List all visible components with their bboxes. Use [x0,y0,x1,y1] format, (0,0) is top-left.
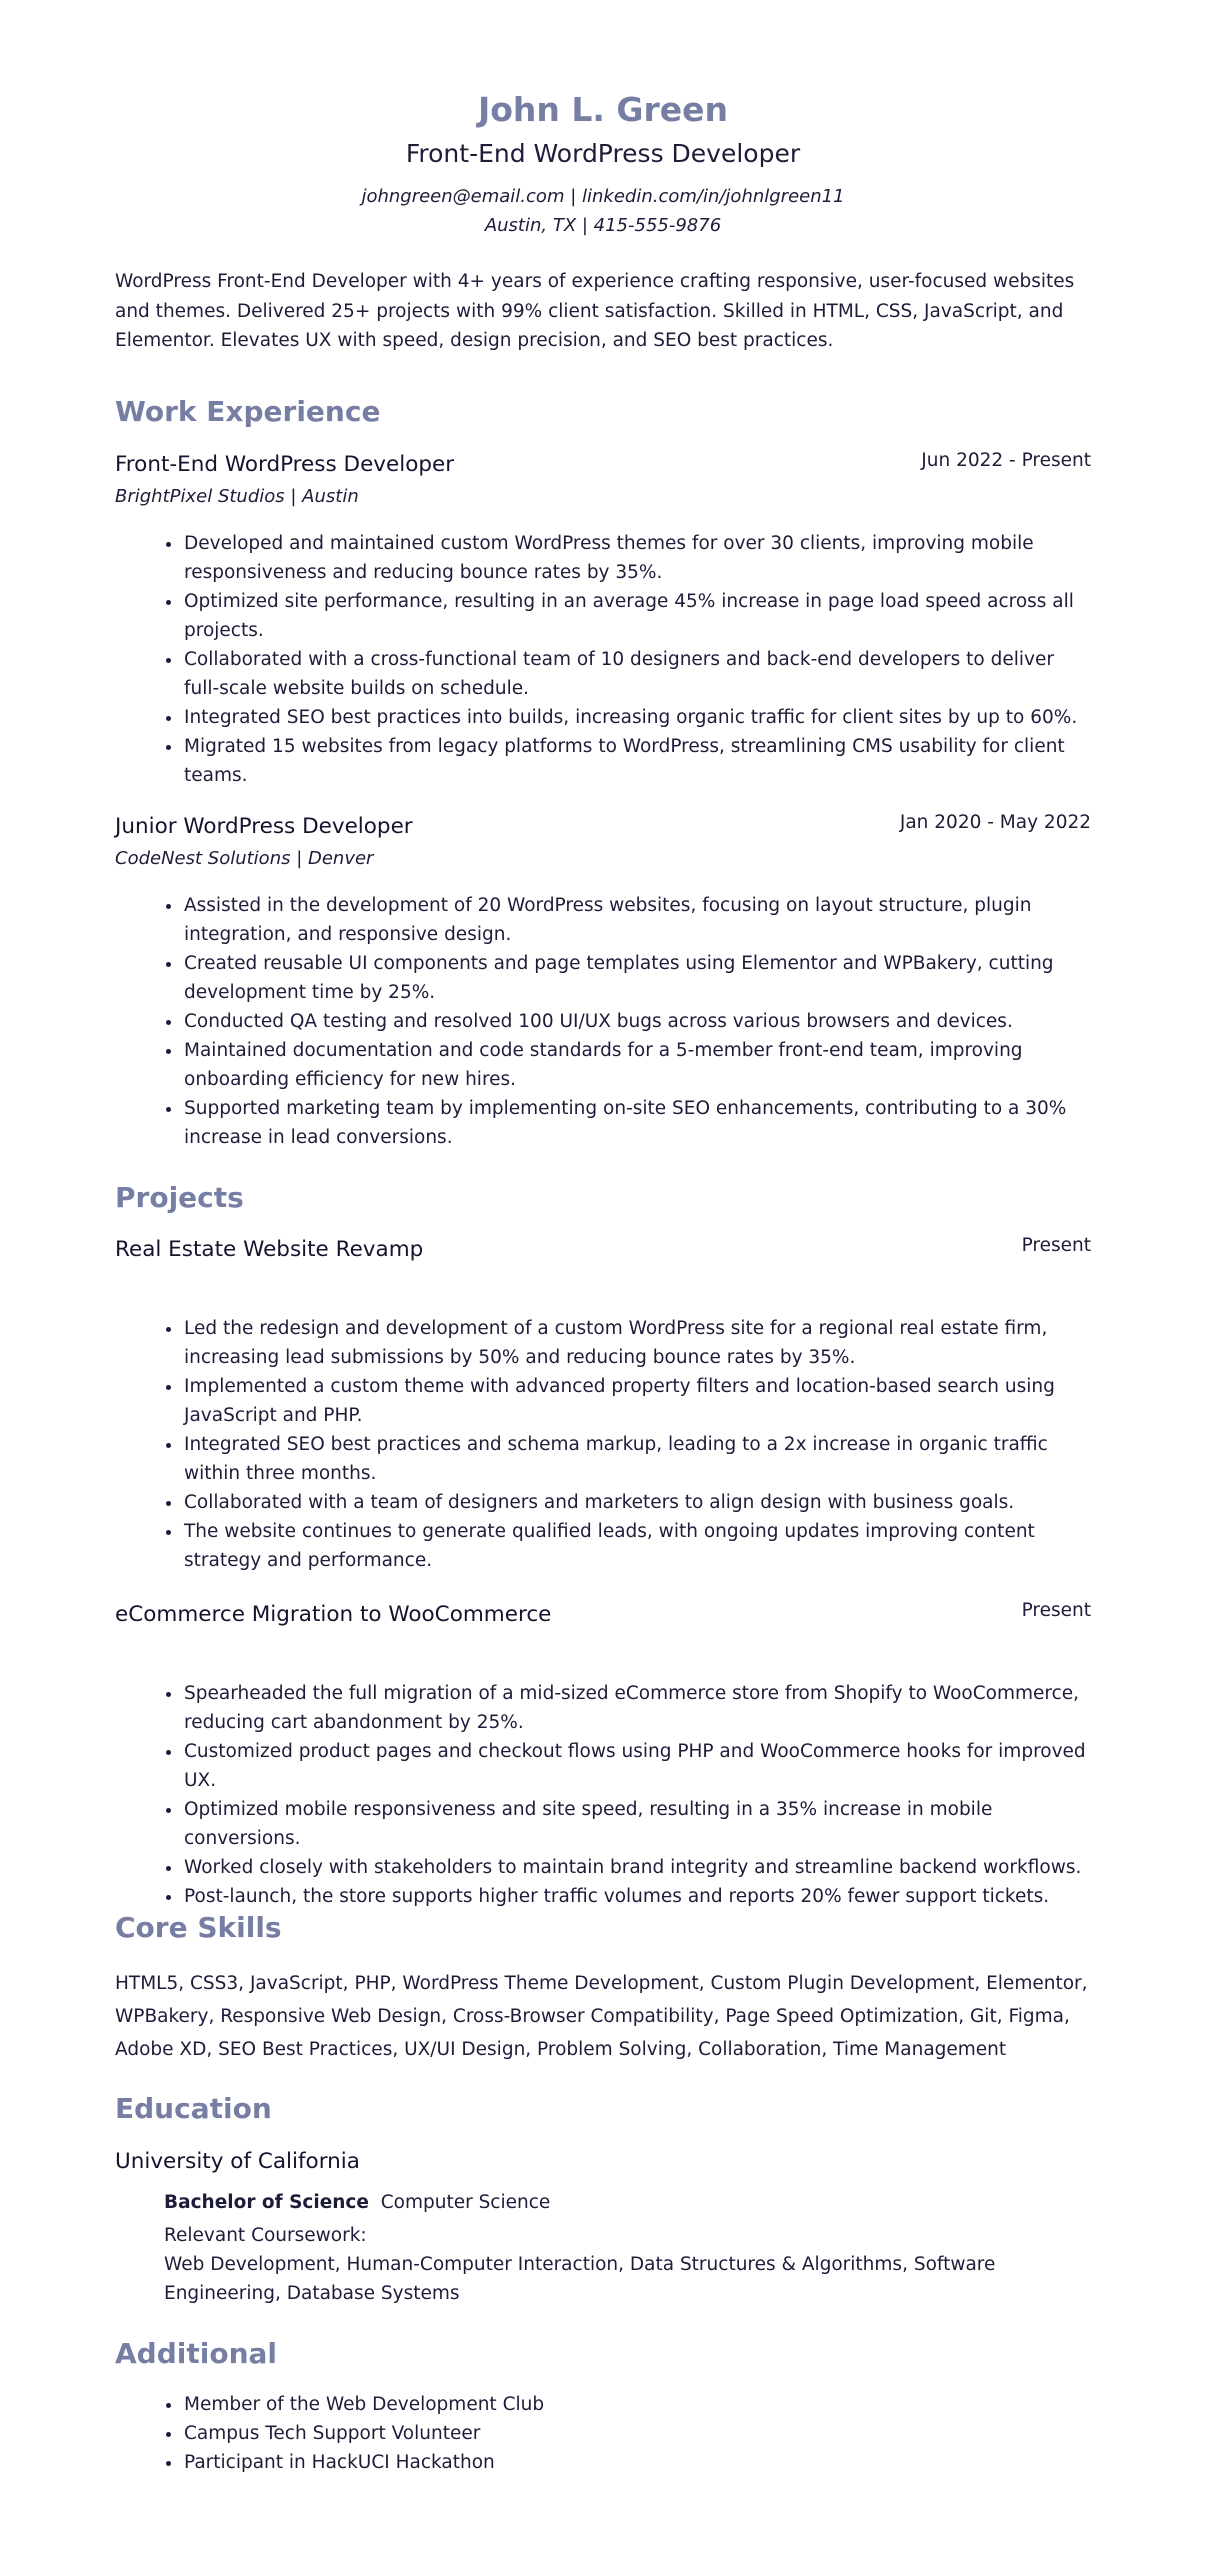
list-item: • Campus Tech Support Volunteer [183,2419,1091,2448]
job-title: Junior WordPress Developer [115,814,413,839]
contact-info [0,182,1206,240]
job-entry-2 [115,813,1091,873]
contact-line-email-linkedin: johngreen@email.com | linkedin.com/in/johnlgreen11 [361,186,845,207]
job-company: BrightPixel Studios | Austin [115,486,359,507]
list-item: • Led the redesign and development of a custom WordPress site for a regional real estate firm, increasing lead submissions by 50% and reducing bounce rates by 35%. [183,1314,1091,1372]
list-item: • Maintained documentation and code standards for a 5-member front-end team, improving onboarding efficiency for new hires. [183,1036,1091,1094]
list-item: • Optimized site performance, resulting in an average 45% increase in page load speed across all projects. [183,587,1091,645]
list-item: • Member of the Web Development Club [183,2390,1091,2419]
list-item: • Worked closely with stakeholders to maintain brand integrity and streamline backend workflows. [183,1853,1091,1882]
list-item: • Developed and maintained custom WordPress themes for over 30 clients, improving mobile responsiveness and reducing bounce rates by 35%. [183,529,1091,587]
project-entry-1 [115,1236,1091,1264]
coursework-list: Web Development, Human-Computer Interaction, Data Structures & Algorithms, Software Engineering, Database Systems [164,2254,996,2304]
resume-header [0,0,1206,240]
contact-line-location-phone: Austin, TX | 415-555-9876 [484,215,722,236]
summary: WordPress Front-End Developer with 4+ years of experience crafting responsive, user-focused websites and themes. Delivered 25+ projects with 99% client satisfaction. Skilled in HTML, CSS, JavaScript, and Elementor. Elevates UX with speed, design precision, and SEO best practices. [115,271,1075,351]
list-item: • Conducted QA testing and resolved 100 UI/UX bugs across various browsers and devices. [183,1007,1091,1036]
school-name: University of California [115,2149,360,2174]
degree-field: Computer Science [380,2192,551,2213]
list-item: • Spearheaded the full migration of a mid-sized eCommerce store from Shopify to WooCommerce, reducing cart abandonment by 25%. [183,1679,1091,1737]
list-item: • Post-launch, the store supports higher traffic volumes and reports 20% fewer support tickets. [183,1882,1091,1911]
project-2-bullets [115,1679,1091,1911]
section-title-skills: Core Skills [115,1911,282,1944]
project-title: Real Estate Website Revamp [115,1237,424,1262]
degree-line [164,2188,1094,2217]
candidate-title: Front-End WordPress Developer [405,139,801,168]
education-details [164,2188,1094,2308]
section-title-projects: Projects [115,1181,244,1214]
list-item: • Collaborated with a team of designers and marketers to align design with business goals. [183,1488,1091,1517]
job-title: Front-End WordPress Developer [115,452,455,477]
list-item: • Migrated 15 websites from legacy platforms to WordPress, streamlining CMS usability for client teams. [183,732,1091,790]
list-item: • Customized product pages and checkout flows using PHP and WooCommerce hooks for improved UX. [183,1737,1091,1795]
list-item: • Implemented a custom theme with advanced property filters and location-based search using JavaScript and PHP. [183,1372,1091,1430]
job-entry-1 [115,451,1091,511]
job-company: CodeNest Solutions | Denver [115,848,374,869]
list-item: • Integrated SEO best practices into builds, increasing organic traffic for client sites by up to 60%. [183,703,1091,732]
list-item: • Assisted in the development of 20 WordPress websites, focusing on layout structure, plugin integration, and responsive design. [183,891,1091,949]
list-item: • Integrated SEO best practices and schema markup, leading to a 2x increase in organic traffic within three months. [183,1430,1091,1488]
additional-list [115,2390,1091,2477]
project-title: eCommerce Migration to WooCommerce [115,1602,552,1627]
project-entry-2 [115,1601,1091,1629]
job-1-bullets [115,529,1091,790]
list-item: • The website continues to generate qualified leads, with ongoing updates improving content strategy and performance. [183,1517,1091,1575]
skills-list: HTML5, CSS3, JavaScript, PHP, WordPress Theme Development, Custom Plugin Development, Elementor, WPBakery, Responsive Web Design, Cross-Browser Compatibility, Page Speed Optimization, Git, Figma, Adobe XD, SEO Best Practices, UX/UI Design, Problem Solving, Collaboration, Time Management [115,1973,1088,2060]
section-title-additional: Additional [115,2337,277,2370]
job-date: Jan 2020 - May 2022 [899,812,1091,833]
list-item: • Collaborated with a cross-functional team of 10 designers and back-end developers to deliver full-scale website builds on schedule. [183,645,1091,703]
list-item: • Created reusable UI components and page templates using Elementor and WPBakery, cutting development time by 25%. [183,949,1091,1007]
list-item: • Participant in HackUCI Hackathon [183,2448,1091,2477]
coursework-label: Relevant Coursework: [164,2225,367,2246]
education-entry [115,2148,1091,2176]
list-item: • Supported marketing team by implementing on-site SEO enhancements, contributing to a 30% increase in lead conversions. [183,1094,1091,1152]
project-date: Present [1021,1600,1091,1621]
section-title-work: Work Experience [115,395,381,428]
job-2-bullets [115,891,1091,1152]
project-1-bullets [115,1314,1091,1575]
section-title-education: Education [115,2092,272,2125]
degree-name: Bachelor of Science [164,2192,369,2213]
list-item: • Optimized mobile responsiveness and site speed, resulting in a 35% increase in mobile conversions. [183,1795,1091,1853]
job-date: Jun 2022 - Present [921,450,1091,471]
candidate-name: John L. Green [477,90,729,129]
project-date: Present [1021,1235,1091,1256]
